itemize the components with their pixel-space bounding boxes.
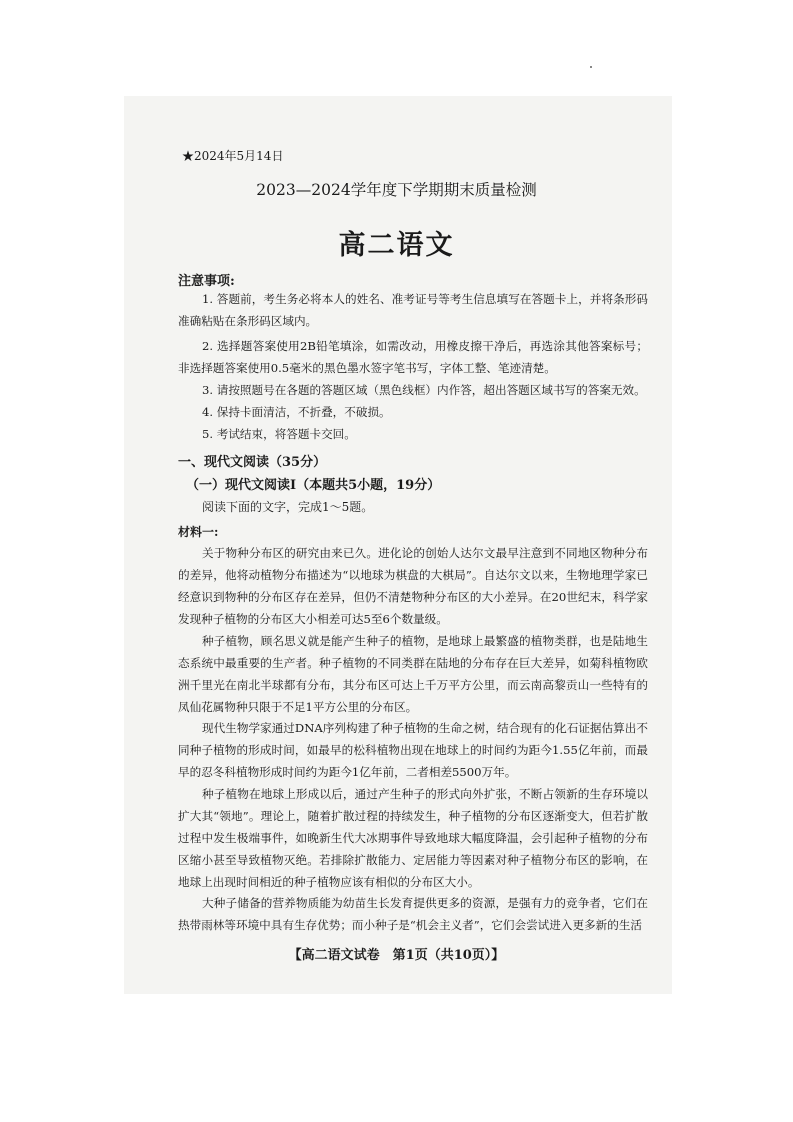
exam-title: 2023—2024学年度下学期期末质量检测 xyxy=(256,181,537,199)
material-label: 材料一: xyxy=(178,525,219,539)
page-footer: 【高二语文试卷 第1页（共10页）】 xyxy=(288,948,505,963)
notice-item: 1. 答题前，考生务必将本人的姓名、准考证号等考生信息填写在答题卡上，并将条形码准确粘贴在条形码区域内。 xyxy=(178,292,648,328)
notice-item: 4. 保持卡面清洁，不折叠，不破损。 xyxy=(202,405,391,419)
notice-item: 2. 选择题答案使用2B铅笔填涂，如需改动，用橡皮擦干净后，再选涂其他答案标号；非选择题答案使用0.5毫米的黑色墨水签字笔书写，字体工整、笔迹清楚。 xyxy=(178,339,648,375)
material-paragraph: 大种子储备的营养物质能为幼苗生长发育提供更多的资源，是强有力的竞争者，它们在热带雨林等环境中具有生存优势；而小种子是“机会主义者”，它们会尝试进入更多新的生活 xyxy=(178,896,648,932)
subsection-title: （一）现代文阅读Ⅰ（本题共5小题，19分） xyxy=(186,478,441,493)
exam-date: ★2024年5月14日 xyxy=(182,149,284,163)
reading-instruction: 阅读下面的文字，完成1～5题。 xyxy=(202,500,374,514)
material-paragraph: 种子植物，顾名思义就是能产生种子的植物，是地球上最繁盛的植物类群，也是陆地生态系统中最重要的生产者。种子植物的不同类群在陆地的分布存在巨大差异，如菊科植物欧洲千里光在南北半球都有分布，其分布区可达上千万平方公里，而云南高黎贡山一些特有的凤仙花属物种只限于不足1平方公里的分布区。 xyxy=(178,634,648,714)
section-title: 一、现代文阅读（35分） xyxy=(178,455,327,470)
subject-title: 高二语文 xyxy=(338,230,455,261)
material-paragraph: 种子植物在地球上形成以后，通过产生种子的形式向外扩张，不断占领新的生存环境以扩大其“领地”。理论上，随着扩散过程的持续发生，种子植物的分布区逐渐变大，但若扩散过程中发生极端事件，如晚新生代大冰期事件导致地球大幅度降温，会引起种子植物的分布区缩小甚至导致植物灭绝。若排除扩散能力、定居能力等因素对种子植物分布区的影响，在地球上出现时间相近的种子植物应该有相似的分布区大小。 xyxy=(178,787,648,889)
material-paragraph: 现代生物学家通过DNA序列构建了种子植物的生命之树，结合现有的化石证据估算出不同种子植物的形成时间，如最早的松科植物出现在地球上的时间约为距今1.55亿年前，而最早的忍冬科植物形成时间约为距今1亿年前，二者相差5500万年。 xyxy=(178,721,648,779)
scan-speck xyxy=(590,66,592,68)
material-paragraph: 关于物种分布区的研究由来已久。进化论的创始人达尔文最早注意到不同地区物种分布的差异，他将动植物分布描述为“以地球为棋盘的大棋局”。自达尔文以来，生物地理学家已经意识到物种的分布区存在差异，但仍不清楚物种分布区的大小差异。在20世纪末，科学家发现种子植物的分布区大小相差可达5至6个数量级。 xyxy=(178,546,648,626)
notice-heading: 注意事项: xyxy=(178,274,235,289)
notice-item: 3. 请按照题号在各题的答题区域（黑色线框）内作答，超出答题区域书写的答案无效。 xyxy=(202,383,646,397)
notice-item: 5. 考试结束，将答题卡交回。 xyxy=(202,427,356,441)
